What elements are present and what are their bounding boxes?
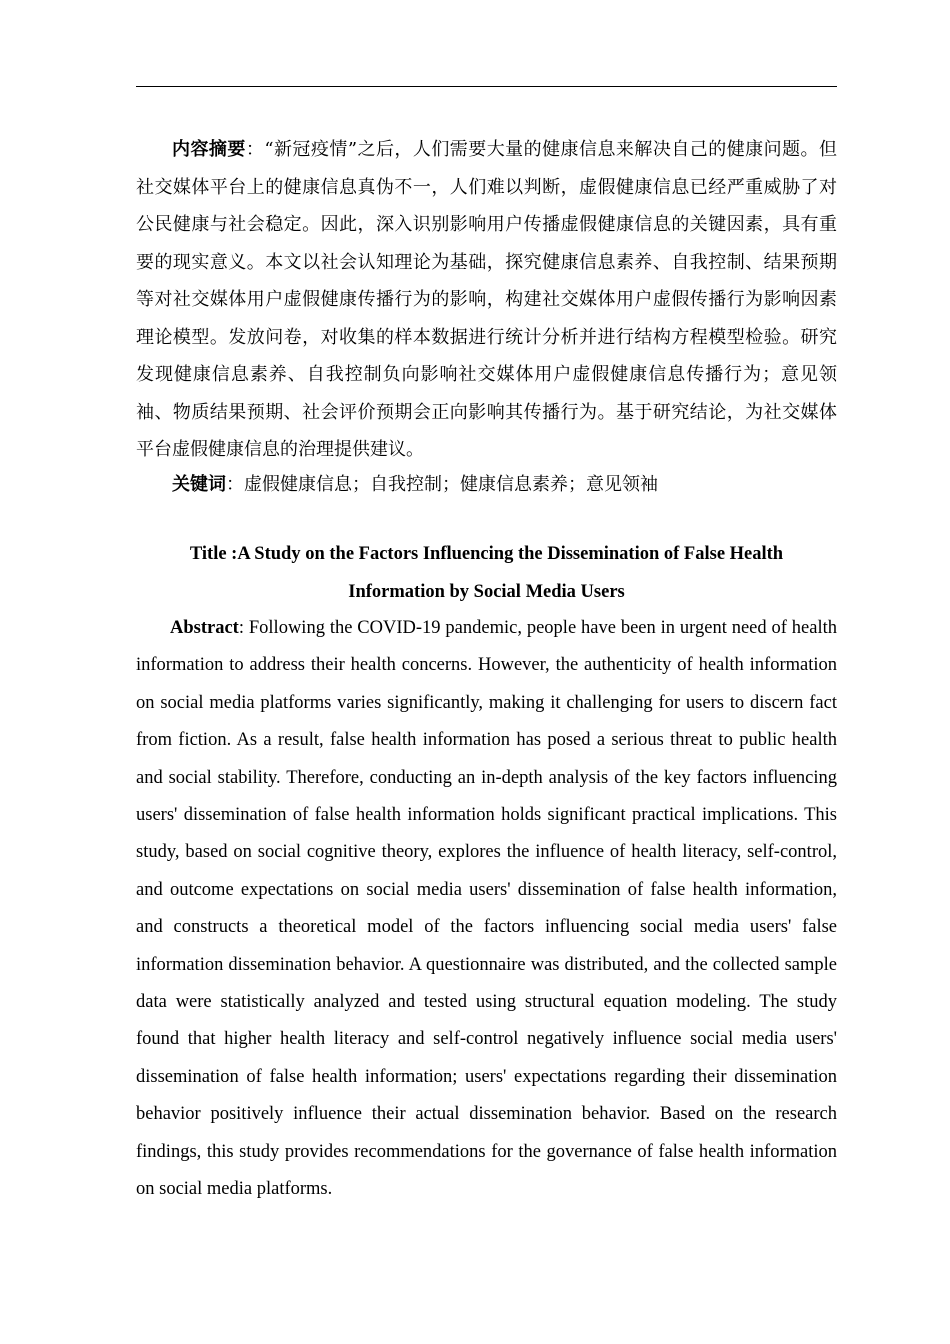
chinese-abstract-separator: ： xyxy=(245,139,265,160)
english-title-line-1: Title :A Study on the Factors Influencing the Dissemination of False Health xyxy=(189,544,784,564)
english-abstract xyxy=(136,610,837,1209)
chinese-abstract-text: “新冠疫情”之后，人们需要大量的健康信息来解决自己的健康问题。但社交媒体平台上的健康信息真伪不一，人们难以判断，虚假健康信息已经严重威胁了对公民健康与社会稳定。因此，深入识别影响用户传播虚假健康信息的关键因素，具有重要的现实意义。本文以社会认知理论为基础，探究健康信息素养、自我控制、结果预期等对社交媒体用户虚假健康传播行为的影响，构建社交媒体用户虚假传播行为影响因素理论模型。发放问卷，对收集的样本数据进行统计分析并进行结构方程模型检验。研究发现健康信息素养、自我控制负向影响社交媒体用户虚假健康信息传播行为；意见领袖、物质结果预期、社会评价预期会正向影响其传播行为。基于研究结论，为社交媒体平台虚假健康信息的治理提供建议。 xyxy=(136,139,838,460)
english-abstract-separator: : xyxy=(238,618,249,638)
chinese-keywords-separator: ： xyxy=(226,474,244,495)
chinese-abstract xyxy=(136,131,837,469)
chinese-abstract-label: 内容摘要 xyxy=(172,139,246,160)
english-title xyxy=(136,536,837,611)
english-abstract-text: Following the COVID-19 pandemic, people have been in urgent need of health information to address their health concerns. However, the authenticity of health information on social media platforms varies significantly, making it challenging for users to discern fact from fiction. As a result, false health information has posed a serious threat to public health and social stability. Therefore, conducting an in-depth analysis of the key factors influencing users' dissemination of false health information holds significant practical implications. This study, based on social cognitive theory, explores the influence of health literacy, self-control, and outcome expectations on social media users' dissemination of false health information, and constructs a theoretical model of the factors influencing social media users' false information dissemination behavior. A questionnaire was distributed, and the collected sample data were statistically analyzed and tested using structural equation modeling. The study found that higher health literacy and self-control negatively influence social media users' dissemination of false health information; users' expectations regarding their dissemination behavior positively influence their actual dissemination behavior. Based on the research findings, this study provides recommendations for the governance of false health information on social media platforms. xyxy=(136,618,838,1200)
chinese-keywords xyxy=(136,466,837,504)
english-abstract-label: Abstract xyxy=(170,618,239,638)
chinese-keywords-label: 关键词 xyxy=(172,474,226,495)
english-title-line-2: Information by Social Media Users xyxy=(348,581,625,602)
header-rule xyxy=(136,86,837,87)
chinese-keywords-text: 虚假健康信息；自我控制；健康信息素养；意见领袖 xyxy=(244,474,658,495)
